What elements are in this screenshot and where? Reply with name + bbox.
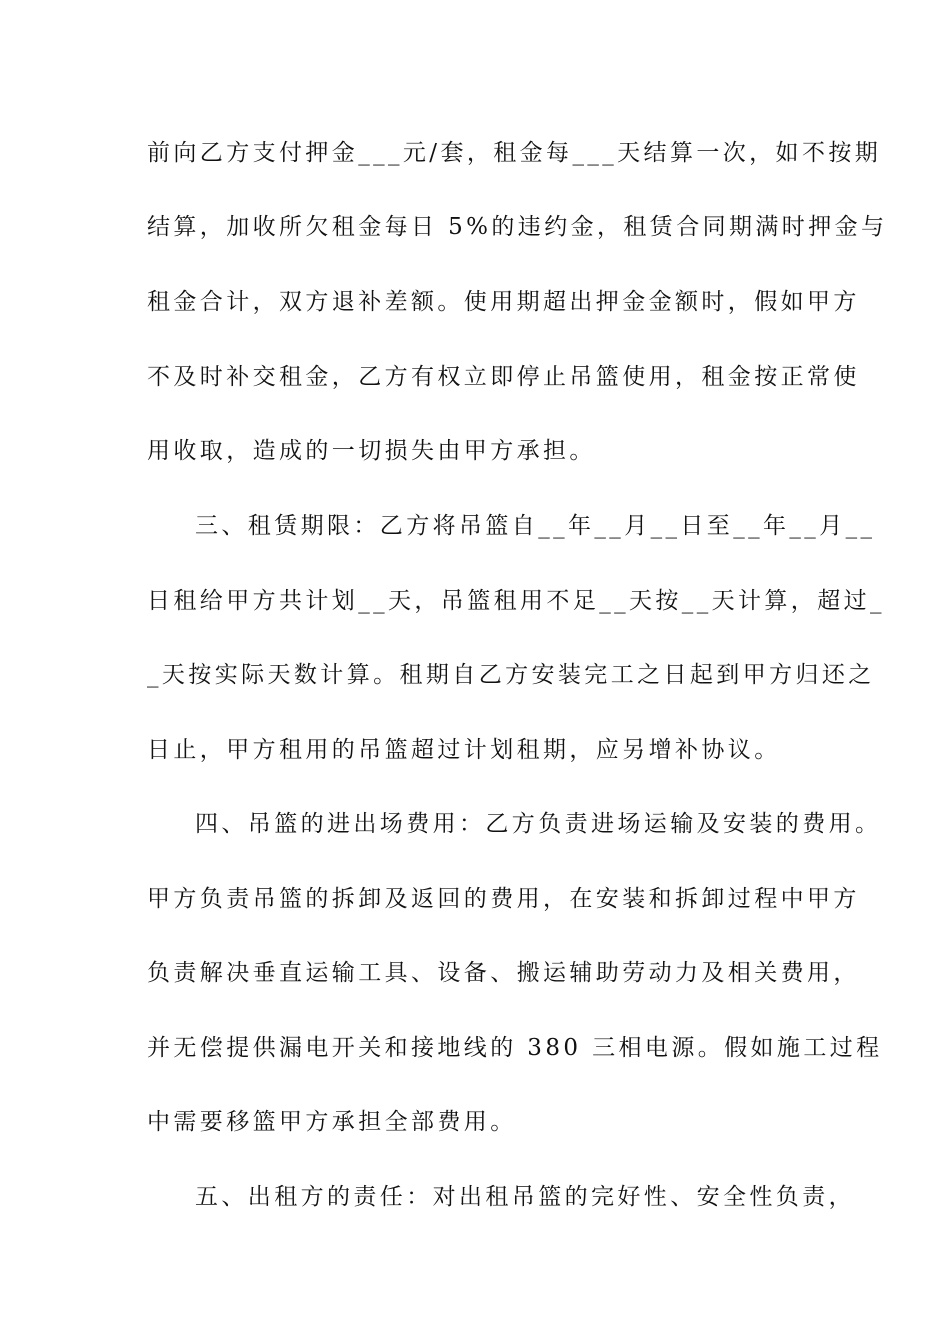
text-line: 中需要移篮甲方承担全部费用。 — [147, 1109, 517, 1135]
text-line: 不及时补交租金，乙方有权立即停止吊篮使用，租金按正常使 — [147, 364, 860, 390]
text-line: _天按实际天数计算。租期自乙方安装完工之日起到甲方归还之 — [147, 662, 875, 688]
section-heading-line: 四、吊篮的进出场费用：乙方负责进场运输及安装的费用。 — [195, 811, 882, 837]
section-heading-line: 五、出租方的责任：对出租吊篮的完好性、安全性负责， — [195, 1184, 855, 1210]
text-line: 结算，加收所欠租金每日 5%的违约金，租赁合同期满时押金与 — [147, 214, 888, 240]
text-line: 甲方负责吊篮的拆卸及返回的费用，在安装和拆卸过程中甲方 — [147, 886, 860, 912]
text-line: 日止，甲方租用的吊篮超过计划租期，应另增补协议。 — [147, 737, 781, 763]
text-line: 并无偿提供漏电开关和接地线的 380 三相电源。假如施工过程 — [147, 1035, 883, 1061]
text-line: 用收取，造成的一切损失由甲方承担。 — [147, 438, 596, 464]
text-line: 租金合计，双方退补差额。使用期超出押金金额时，假如甲方 — [147, 289, 860, 315]
section-heading-line: 三、租赁期限：乙方将吊篮自__年__月__日至__年__月__ — [195, 513, 876, 539]
text-line: 前向乙方支付押金___元/套，租金每___天结算一次，如不按期 — [147, 140, 882, 166]
text-line: 负责解决垂直运输工具、设备、搬运辅助劳动力及相关费用， — [147, 960, 860, 986]
text-line: 日租给甲方共计划__天，吊篮租用不足__天按__天计算，超过_ — [147, 588, 885, 614]
